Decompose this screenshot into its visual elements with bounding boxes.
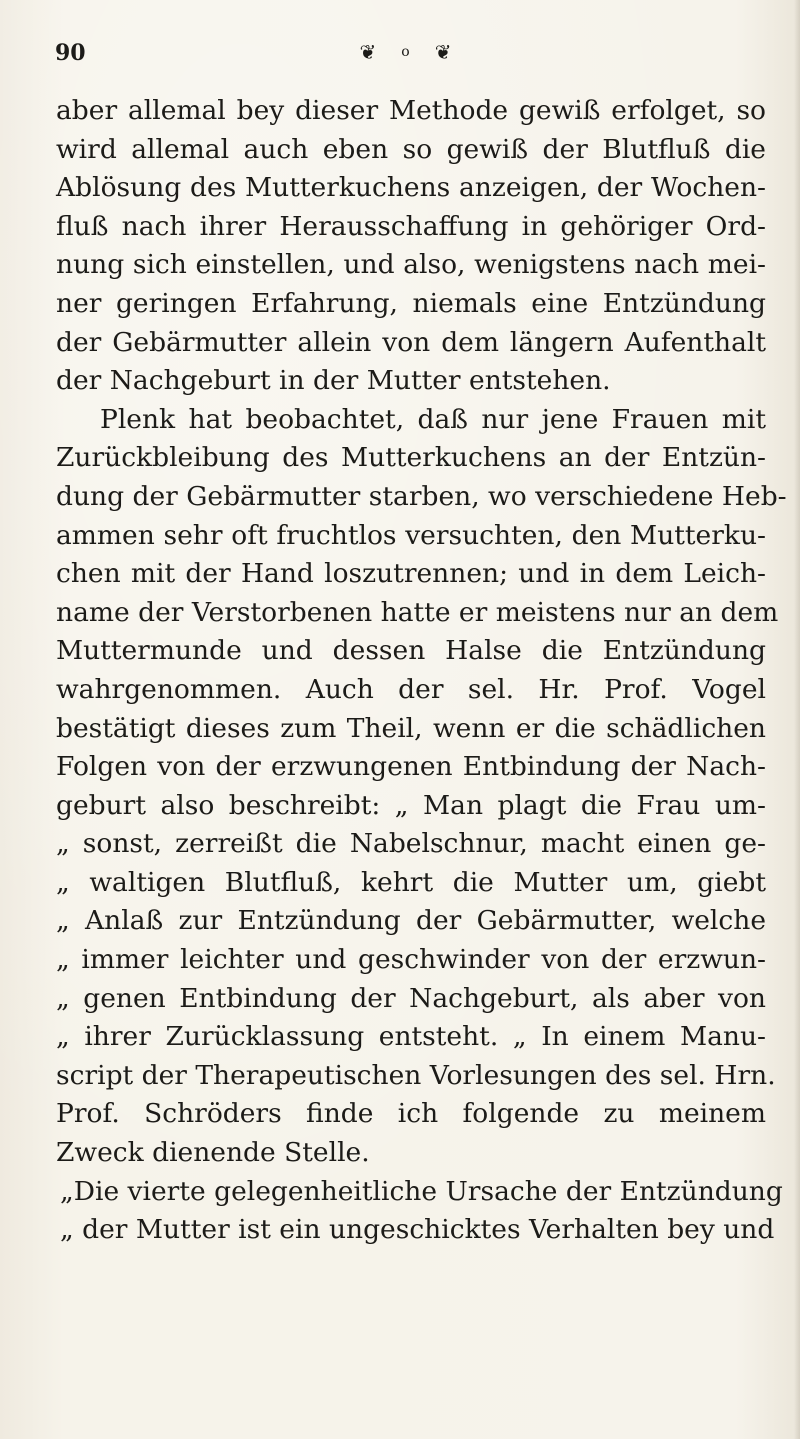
text-line: script der Therapeutischen Vorlesungen des sel. Hrn.	[56, 1059, 776, 1091]
text-line: name der Verstorbenen hatte er meistens nur an dem	[56, 596, 779, 628]
page-number: 90	[55, 40, 86, 66]
paragraph-1	[56, 92, 766, 401]
text-line: dung der Gebärmutter starben, wo verschiedene Heb-	[56, 480, 787, 512]
text-line: Muttermunde und dessen Halse die Entzündung	[56, 635, 766, 667]
text-line: „ Anlaß zur Entzündung der Gebärmutter, welche	[56, 905, 766, 937]
text-line: Folgen von der erzwungenen Entbindung der Nach-	[56, 751, 766, 783]
text-line: „ immer leichter und geschwinder von der erzwun-	[56, 944, 766, 976]
fleuron-left-icon: ❦	[359, 40, 381, 64]
text-line: ammen sehr oft fruchtlos versuchten, den Mutterku-	[56, 519, 766, 551]
text-line: nung sich einstellen, und also, wenigstens nach mei-	[56, 249, 766, 281]
text-line: wahrgenommen. Auch der sel. Hr. Prof. Vogel	[56, 673, 766, 705]
text-line: „ der Mutter ist ein ungeschicktes Verhalten bey und	[60, 1214, 775, 1246]
page-edge-shadow	[794, 0, 800, 1439]
text-line: Prof. Schröders finde ich folgende zu meinem	[56, 1098, 766, 1130]
text-line: „ ihrer Zurücklassung entsteht. „ In einem Manu-	[56, 1021, 766, 1053]
paragraph-2	[56, 401, 787, 1173]
body-text	[56, 92, 787, 1250]
text-line: chen mit der Hand loszutrennen; und in dem Leich-	[56, 558, 766, 590]
text-line: Ablösung des Mutterkuchens anzeigen, der Wochen-	[56, 172, 766, 204]
text-line: Zweck dienende Stelle.	[56, 1137, 370, 1169]
paragraph-3	[56, 1173, 783, 1250]
text-line: der Nachgeburt in der Mutter entstehen.	[56, 365, 611, 397]
text-line: wird allemal auch eben so gewiß der Blutfluß die	[56, 133, 766, 165]
text-line: fluß nach ihrer Herausschaffung in gehöriger Ord-	[56, 210, 766, 242]
circle-ornament-icon: o	[401, 44, 414, 60]
text-line: „ sonst, zerreißt die Nabelschnur, macht einen ge-	[56, 828, 766, 860]
text-line: der Gebärmutter allein von dem längern Aufenthalt	[56, 326, 766, 358]
text-line: Zurückbleibung des Mutterkuchens an der Entzün-	[56, 442, 766, 474]
text-line: „Die vierte gelegenheitliche Ursache der Entzündung	[60, 1175, 783, 1207]
fleuron-right-icon: ❦	[434, 40, 456, 64]
text-line: aber allemal bey dieser Methode gewiß erfolget, so	[56, 95, 766, 126]
text-line: bestätigt dieses zum Theil, wenn er die schädlichen	[56, 712, 766, 744]
text-line: „ genen Entbindung der Nachgeburt, als aber von	[56, 982, 766, 1014]
text-line: geburt also beschreibt: „ Man plagt die Frau um-	[56, 789, 766, 821]
header-ornament	[55, 40, 760, 65]
page-header	[55, 40, 760, 80]
text-line: ner geringen Erfahrung, niemals eine Entzündung	[56, 287, 766, 319]
text-line: „ waltigen Blutfluß, kehrt die Mutter um, giebt	[56, 866, 766, 898]
text-line: Plenk hat beobachtet, daß nur jene Frauen mit	[100, 403, 766, 435]
